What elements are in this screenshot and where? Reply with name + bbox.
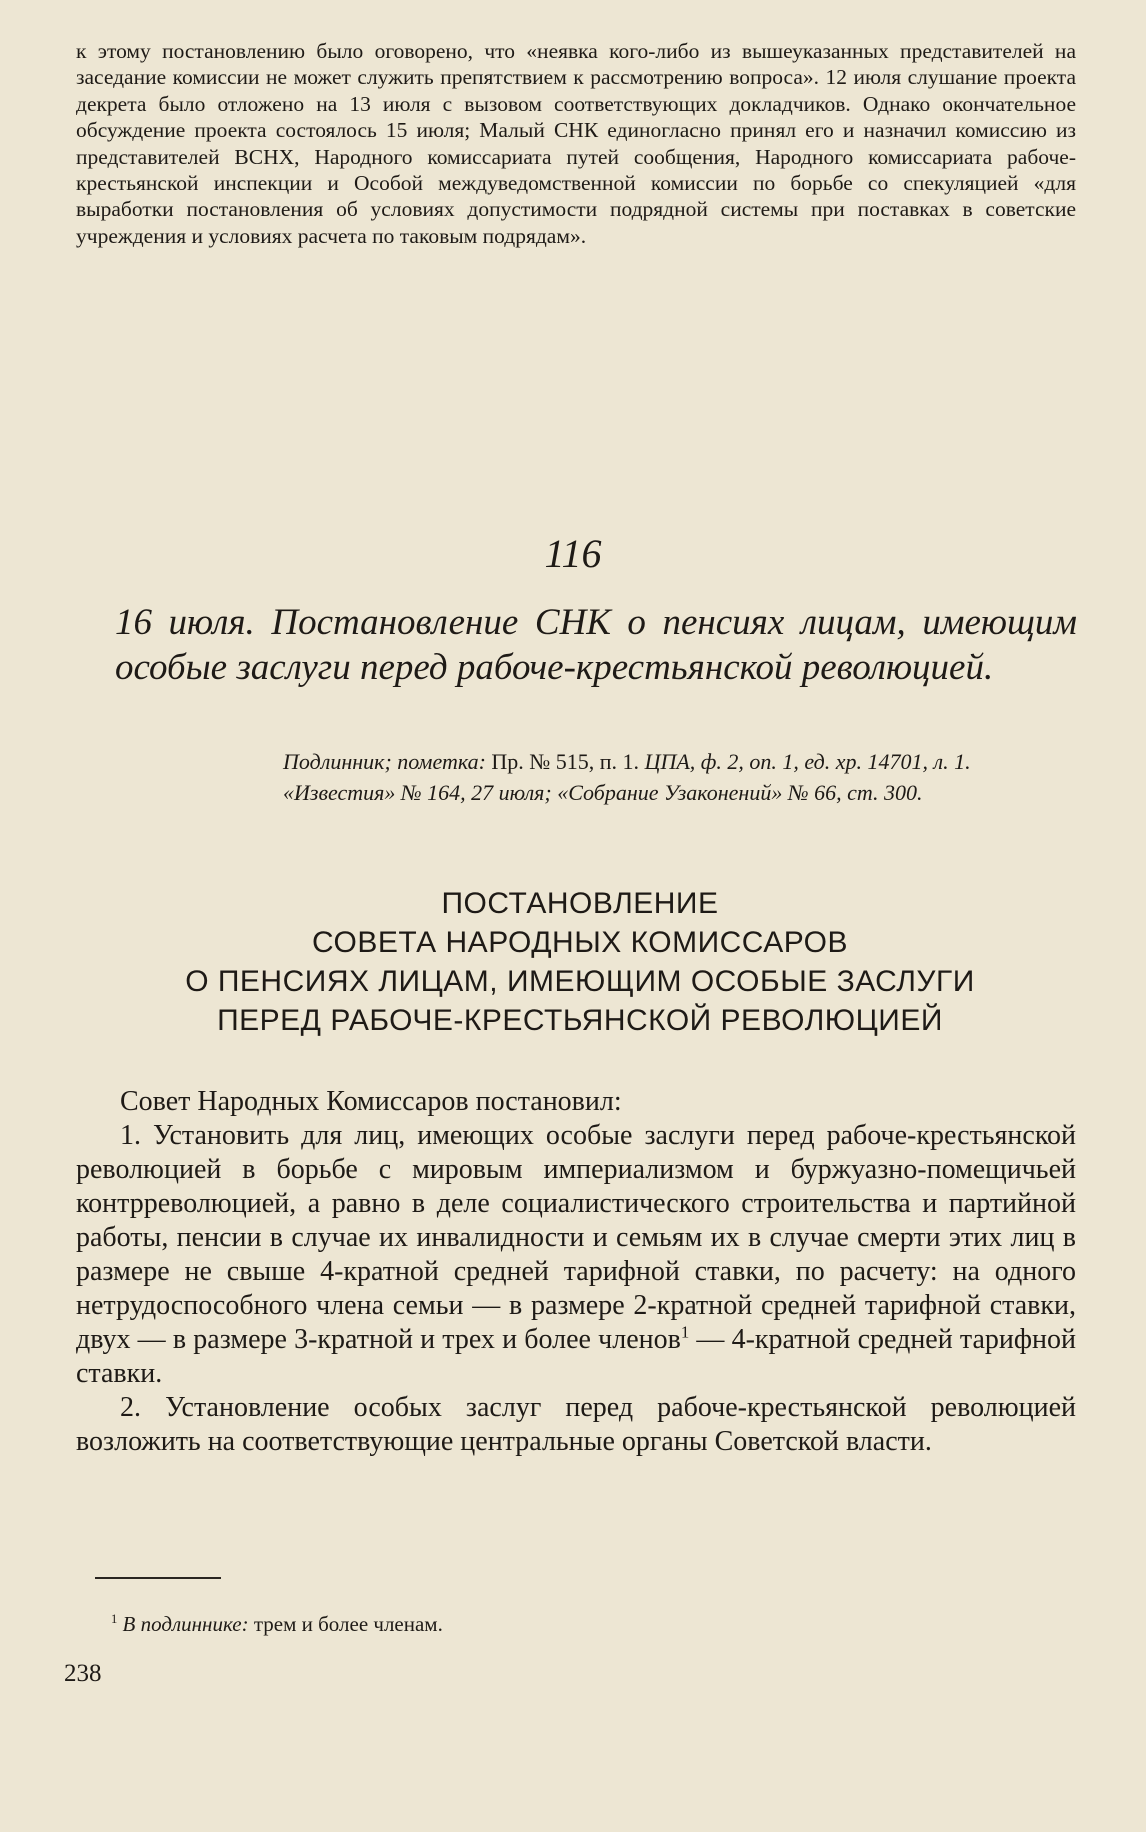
document-number: 116 — [544, 531, 602, 576]
decree-intro: Совет Народных Комиссаров постановил: — [120, 1086, 622, 1117]
footnote-mark: 1 — [111, 1612, 118, 1626]
decree-item-2: 2. Установление особых заслуг перед рабоче-крестьянской революцией возложить на соответствующие центральные органы Советской власти. — [76, 1392, 1076, 1457]
decree-item-1 — [76, 1119, 1076, 1391]
decree-title-line-2: СОВЕТА НАРОДНЫХ КОМИССАРОВ — [311, 926, 849, 959]
decree-item-1-text: 1. Установить для лиц, имеющих особые заслуги перед рабоче-крестьянской революцией в борьбе с мировым империализмом и буржуазно-помещичьей контрреволюцией, а равно в деле социалистического строительства и партийной работы, пенсии в случае их инвалидности и семьям их в случае смерти этих лиц в размере не свыше 4-кратной средней тарифной ставки, по расчету: на одного нетрудоспособного члена семьи — в размере 2-кратной средней тарифной ставки, двух — в размере 3-кратной и трех и более членов — [76, 1120, 1076, 1355]
document-heading: 16 июля. Постановление СНК о пенсиях лицам, имеющим особые заслуги перед рабоче-крестьянской революцией. — [115, 602, 1077, 688]
preceding-note-text: к этому постановлению было оговорено, что «неявка кого-либо из вышеуказанных представителей на заседание комиссии не может служить препятствием к рассмотрению вопроса». 12 июля слушание проекта декрета было отложено на 13 июля с вызовом соответствующих докладчиков. Однако окончательное обсуждение проекта состоялось 15 июля; Малый СНК единогласно принял его и назначил комиссию из представителей ВСНХ, Народного комиссариата путей сообщения, Народного комиссариата рабоче-крестьянской инспекции и Особой междуведомственной комиссии по борьбе со спекуляцией «для выработки постановления об условиях допустимости подрядной системы при поставках в советские учреждения и условиях расчета по таковым подрядам». — [76, 39, 1076, 248]
decree-body — [76, 1085, 1076, 1459]
footnote — [111, 1611, 1071, 1637]
footnote-reference-mark: 1 — [680, 1322, 690, 1342]
source-note-archive: ЦПА, ф. 2, оп. 1, ед. хр. 14701, л. 1. — [644, 749, 971, 774]
source-note-publication: «Известия» № 164, 27 июля; «Собрание Узаконений» № 66, ст. 300. — [283, 780, 923, 805]
footnote-divider — [95, 1577, 221, 1579]
decree-title-line-3: О ПЕНСИЯХ ЛИЦАМ, ИМЕЮЩИМ ОСОБЫЕ ЗАСЛУГИ — [185, 965, 975, 998]
footnote-label: В подлиннике: — [122, 1612, 249, 1636]
source-note-label: Подлинник; пометка: — [283, 749, 486, 774]
decree-title-line-1: ПОСТАНОВЛЕНИЕ — [441, 887, 719, 920]
source-notes — [230, 748, 1076, 807]
decree-item-1-tail: — 4-кратной средней тарифной ставки. — [76, 1324, 1076, 1389]
footnote-text: трем и более членам. — [248, 1612, 443, 1636]
decree-title-line-4: ПЕРЕД РАБОЧЕ-КРЕСТЬЯНСКОЙ РЕВОЛЮЦИЕЙ — [217, 1004, 943, 1037]
decree-title — [80, 884, 1080, 1040]
page-number: 238 — [64, 1660, 102, 1687]
source-note-original — [230, 748, 1076, 776]
source-note-protocol: Пр. № 515, п. 1. — [485, 749, 645, 774]
